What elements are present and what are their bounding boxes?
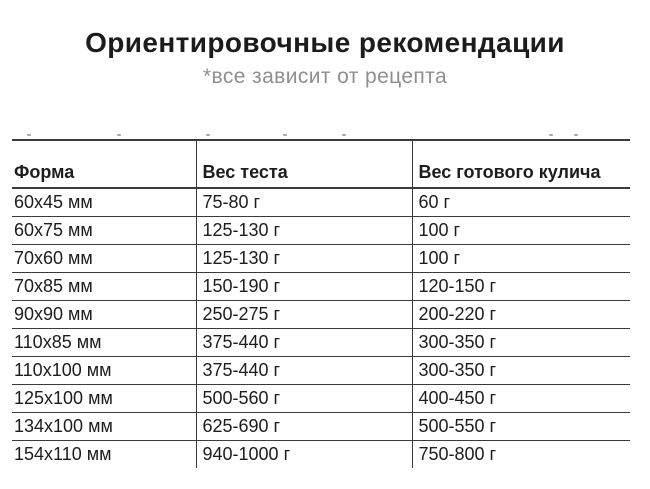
recommendations-table-container [12, 139, 630, 468]
artifact-dot [342, 134, 346, 136]
table-row [12, 300, 630, 328]
cell-dough-weight: 375-440 г [196, 328, 412, 356]
page-title: Ориентировочные рекомендации [85, 27, 565, 58]
table-row [12, 356, 630, 384]
cell-finished-weight: 60 г [412, 188, 630, 216]
cell-form: 70x85 мм [12, 272, 196, 300]
cell-form: 70x60 мм [12, 244, 196, 272]
table-row [12, 216, 630, 244]
cell-finished-weight: 400-450 г [412, 384, 630, 412]
cell-form: 110x100 мм [12, 356, 196, 384]
cell-form: 110x85 мм [12, 328, 196, 356]
artifact-dot [549, 134, 553, 136]
cell-finished-weight: 750-800 г [418, 443, 497, 464]
artifact-dot [283, 134, 287, 136]
cell-form: 154x110 мм [12, 440, 196, 468]
table-row [12, 440, 630, 468]
cell-dough-weight: 125-130 г [196, 216, 412, 244]
cell-dough-weight: 625-690 г [196, 412, 412, 440]
table-row [12, 244, 630, 272]
cell-dough-weight: 375-440 г [196, 356, 412, 384]
artifact-dot [574, 134, 578, 136]
recommendations-table [12, 139, 630, 468]
table-row [12, 272, 630, 300]
cell-finished-weight: 100 г [412, 216, 630, 244]
artifact-dot [206, 134, 210, 136]
artifact-dot [27, 134, 31, 136]
cell-finished-weight: 100 г [412, 244, 630, 272]
cell-dough-weight: 940-1000 г [196, 440, 412, 468]
cell-form: 134x100 мм [12, 412, 196, 440]
cell-finished-weight: 500-550 г [412, 412, 630, 440]
cell-form: 125x100 мм [12, 384, 196, 412]
column-header-dough-weight: Вес теста [196, 140, 412, 188]
page-subtitle: *все зависит от рецепта [202, 65, 448, 88]
cell-form: 60x75 мм [12, 216, 196, 244]
artifact-dot [117, 134, 121, 136]
cell-finished-weight: 300-350 г [412, 328, 630, 356]
cell-dough-weight: 75-80 г [196, 188, 412, 216]
cell-dough-weight: 250-275 г [196, 300, 412, 328]
cell-finished-weight: 200-220 г [412, 300, 630, 328]
cell-dough-weight: 150-190 г [196, 272, 412, 300]
cell-dough-weight: 500-560 г [196, 384, 412, 412]
cell-dough-weight: 125-130 г [196, 244, 412, 272]
cell-form: 60x45 мм [12, 188, 196, 216]
column-header-form: Форма [12, 140, 196, 188]
column-header-finished-weight: Вес готового кулича [412, 140, 630, 188]
table-row [12, 384, 630, 412]
table-row [12, 188, 630, 216]
table-header-row [12, 140, 630, 188]
cell-form: 90x90 мм [12, 300, 196, 328]
table-row [12, 412, 630, 440]
cell-finished-weight: 300-350 г [412, 356, 630, 384]
table-row [12, 328, 630, 356]
cell-finished-weight: 120-150 г [412, 272, 630, 300]
